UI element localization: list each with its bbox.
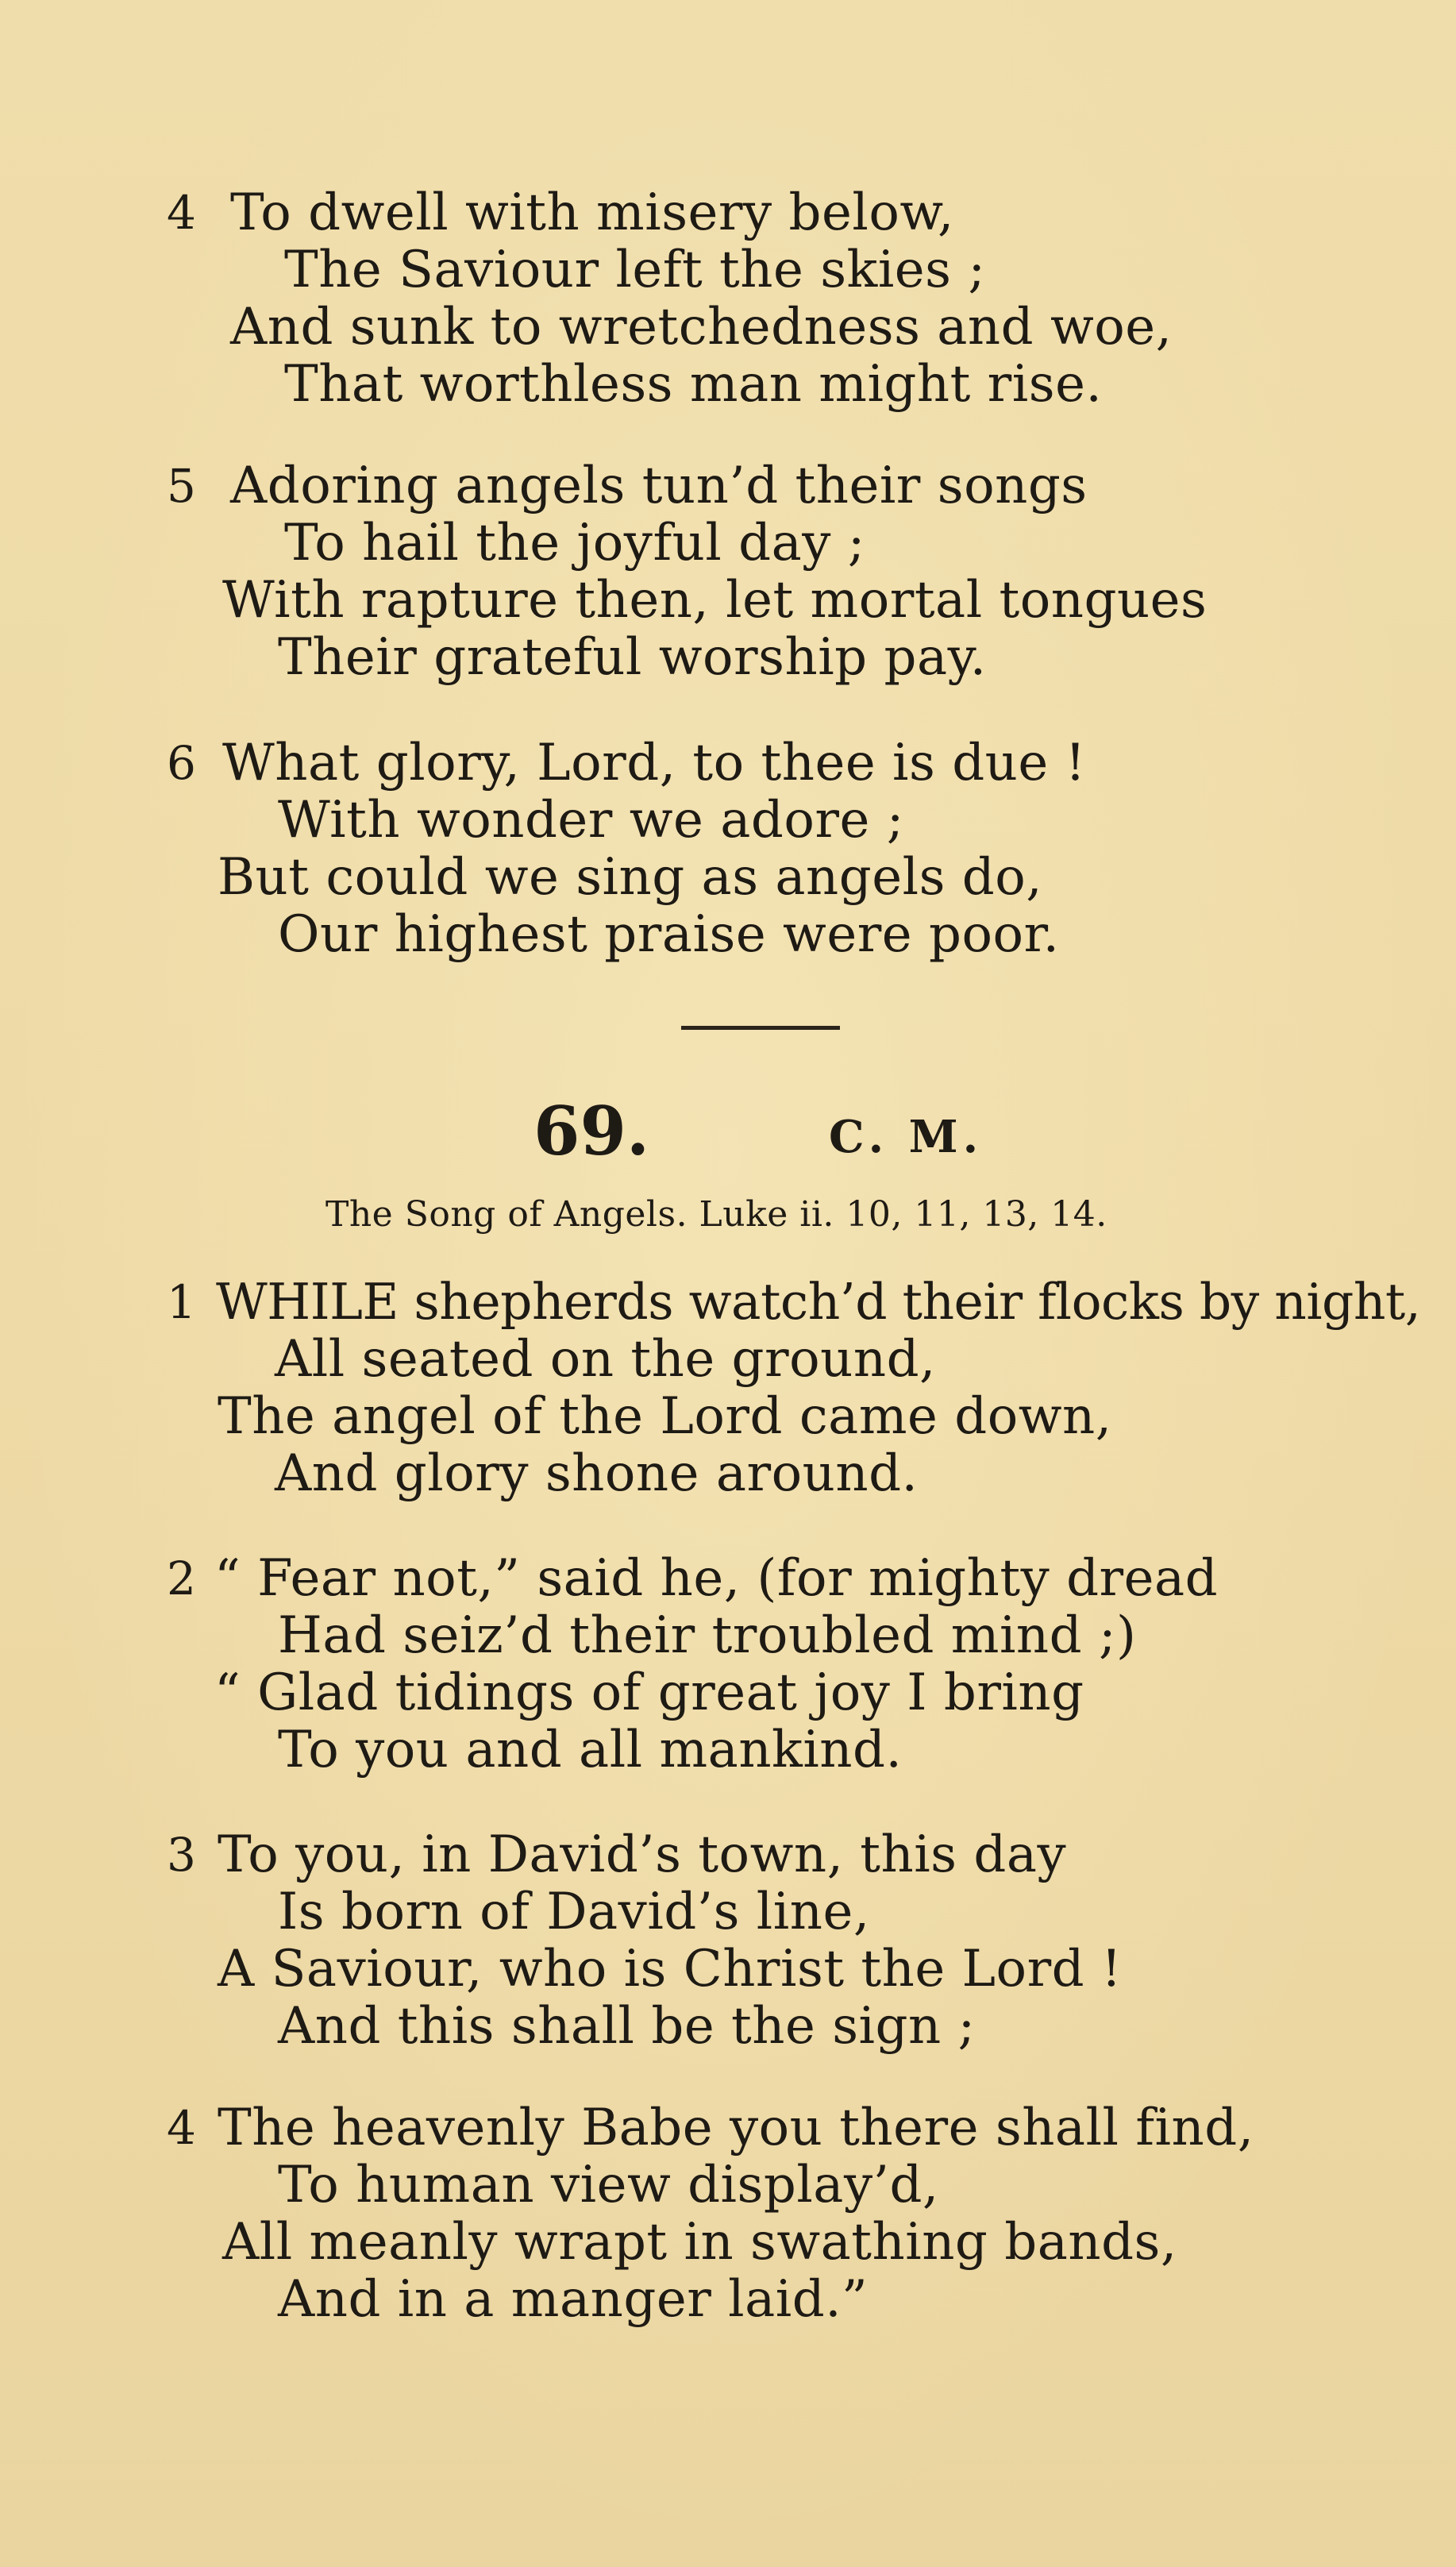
verse-line: Had seiz’d their troubled mind ;) [278,1606,1137,1665]
verse-line: All meanly wrapt in swathing bands, [222,2213,1177,2272]
verse-line: Our highest praise were poor. [278,905,1060,964]
verse-line: And this shall be the sign ; [278,1997,976,2056]
verse-line: With rapture then, let mortal tongues [222,571,1208,630]
hymn-meter: C. M. [829,1111,984,1163]
verse-line: But could we sing as angels do, [218,848,1043,907]
verse-line: Is born of David’s line, [278,1883,870,1941]
verse-line: And glory shone around. [275,1444,919,1503]
verse-line: To you, in David’s town, this day [218,1825,1067,1884]
verse-line: To hail the joyful day ; [284,514,865,572]
verse-line: WHILE shepherds watch’d their flocks by night, [216,1273,1421,1331]
stanza-number: 2 [167,1551,196,1605]
verse-line: To dwell with misery below, [230,183,954,242]
verse-line: What glory, Lord, to thee is due ! [222,734,1086,792]
section-divider [681,1026,840,1030]
verse-line: Adoring angels tun’d their songs [230,457,1088,515]
verse-line: All seated on the ground, [275,1330,936,1389]
verse-line: “ Fear not,” said he, (for mighty dread [214,1549,1219,1608]
verse-line: The angel of the Lord came down, [218,1387,1112,1446]
verse-line: And in a manger laid.” [278,2270,869,2329]
hymn-subtitle: The Song of Angels. Luke ii. 10, 11, 13, 14. [325,1194,1107,1235]
stanza-number: 3 [167,1828,196,1882]
verse-line: To human view display’d, [278,2156,939,2214]
verse-line: And sunk to wretchedness and woe, [230,298,1173,357]
stanza-number: 5 [167,459,196,513]
stanza-number: 4 [167,186,196,240]
stanza-number: 4 [167,2101,196,2155]
stanza-number: 1 [167,1275,196,1329]
verse-line: The Saviour left the skies ; [284,241,986,299]
verse-line: Their grateful worship pay. [278,628,987,687]
verse-line: With wonder we adore ; [278,791,904,850]
verse-line: The heavenly Babe you there shall find, [218,2099,1254,2157]
verse-line: To you and all mankind. [278,1721,903,1779]
verse-line: That worthless man might rise. [284,355,1103,414]
stanza-number: 6 [167,736,196,790]
hymn-number: 69. [533,1092,650,1170]
verse-line: “ Glad tidings of great joy I bring [214,1663,1084,1722]
verse-line: A Saviour, who is Christ the Lord ! [218,1940,1123,1998]
